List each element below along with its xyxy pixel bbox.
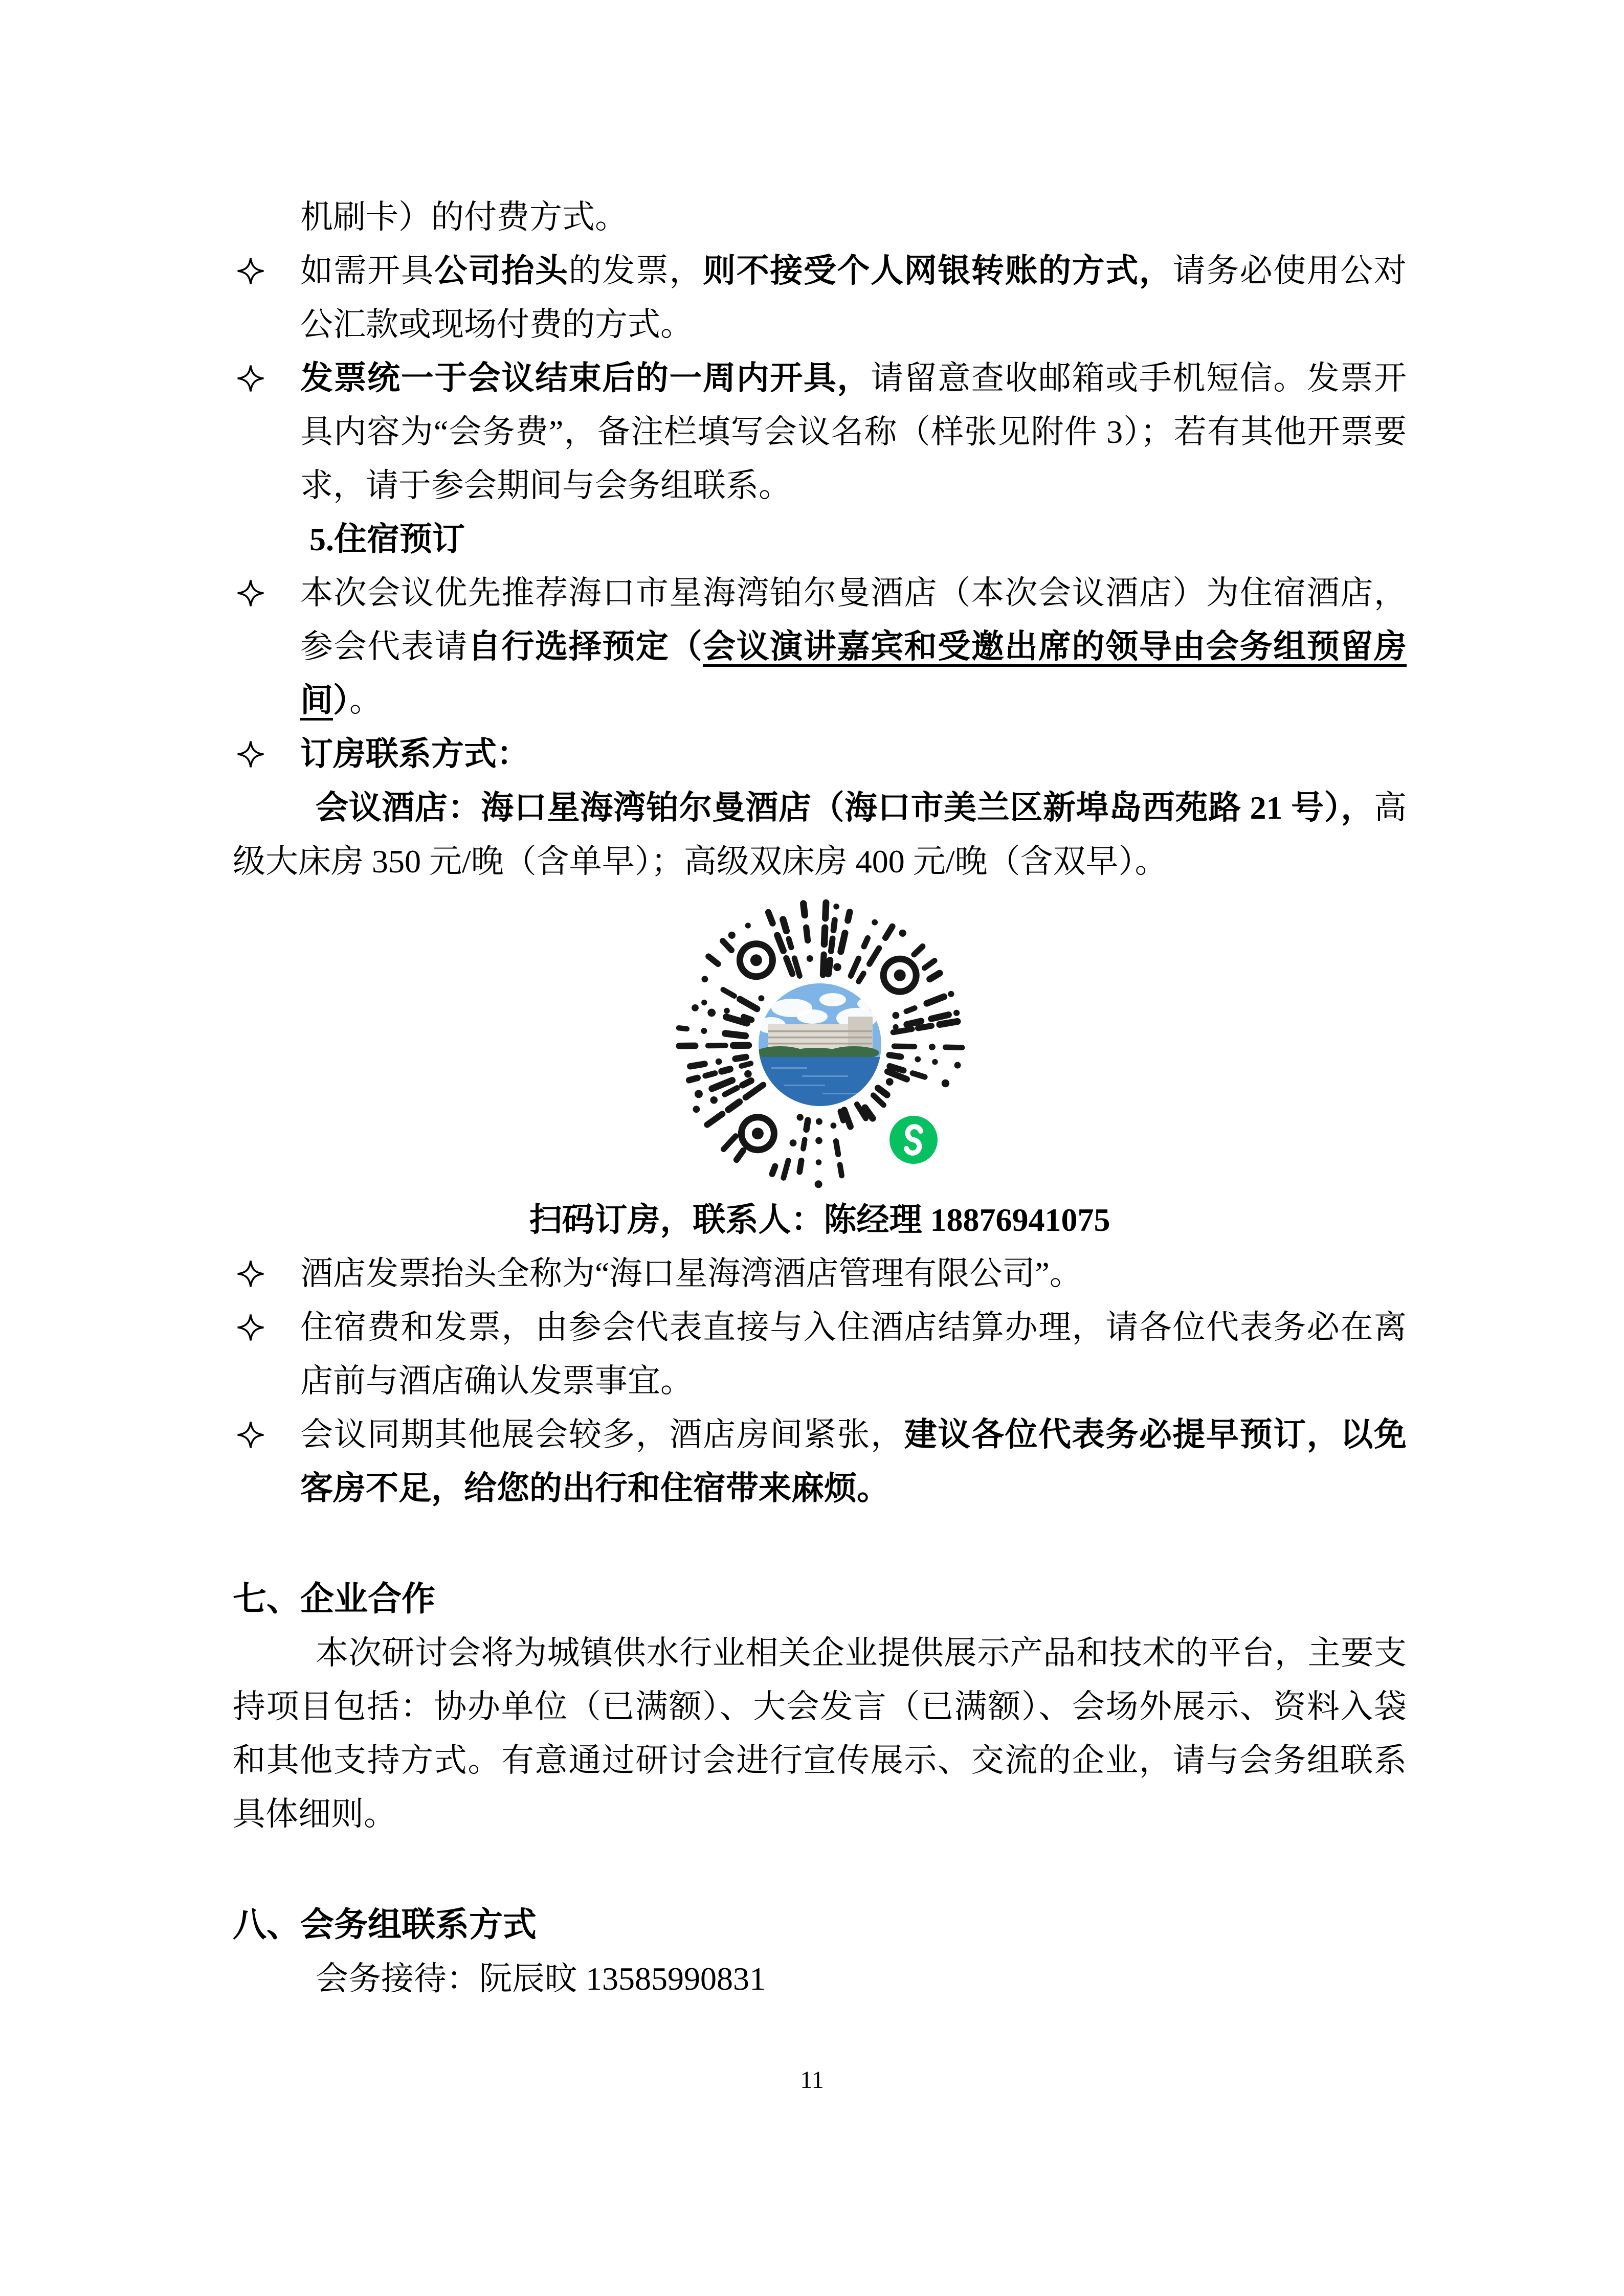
bullet-star-icon: [236, 256, 265, 286]
bullet-star-icon: [236, 1420, 265, 1450]
text-segment: 本次研讨会将为城镇供水行业相关企业提供展示产品和技术的平台，主要支持项目包括：协办单位（已满额）、大会发言（已满额）、会场外展示、资料入袋和其他支持方式。有意通过研讨会进行宣传展示、交流的企业，请与会务组联系具体细则。: [233, 1635, 1407, 1832]
four-pointed-star-icon: [236, 578, 265, 608]
four-pointed-star-icon: [236, 364, 265, 393]
four-pointed-star-icon: [236, 1420, 265, 1450]
bullet-star-icon: [236, 578, 265, 608]
text-segment: ）: [333, 682, 349, 718]
text-segment: 扫码订房，联系人：陈经理 18876941075: [529, 1202, 1110, 1238]
bullet-item: [233, 566, 1407, 727]
four-pointed-star-icon: [236, 256, 265, 286]
text-segment: 。: [349, 682, 382, 718]
four-pointed-star-icon: [236, 1313, 265, 1342]
qr-code-image: [672, 896, 968, 1193]
qr-caption: [233, 1193, 1407, 1247]
text-segment: 自行选择预定（: [468, 628, 703, 665]
four-pointed-star-icon: [236, 1259, 265, 1289]
text-segment: 会议酒店：海口星海湾铂尔曼酒店（海口市美兰区新埠岛西苑路 21 号），: [316, 790, 1374, 826]
wechat-miniprogram-logo-icon: [889, 1116, 938, 1164]
text-segment: 会议同期其他展会较多，酒店房间紧张，: [300, 1416, 904, 1453]
hotel-photo: [755, 983, 881, 1106]
paragraph: [233, 1952, 1407, 2006]
text-segment: 如需开具: [300, 253, 435, 289]
text-segment: 则不接受个人网银转账的方式，: [703, 253, 1173, 289]
text-segment: 七、企业合作: [233, 1581, 435, 1618]
text-segment: 请务必使用公对公汇款或现场付费的方式。: [300, 253, 1407, 343]
bullet-item: [233, 1300, 1407, 1408]
text-segment: 请留意查收邮箱或手机短信。发票开具内容为“会务费”，备注栏填写会议名称（样张见附件 3）；若有其他开票要求，请于参会期间与会务组联系。: [300, 360, 1407, 504]
text-segment: 会议演讲嘉宾和受邀出席的领导由会务组预留房间: [300, 628, 1407, 718]
section-heading: [233, 1898, 1407, 1952]
text-segment: 订房联系方式：: [300, 736, 529, 772]
bullet-star-icon: [236, 364, 265, 393]
bullet-item: [233, 244, 1407, 351]
paragraph: [233, 781, 1407, 888]
bullet-item: [233, 351, 1407, 512]
bullet-item: [233, 727, 1407, 781]
text-segment: 公司抬头: [434, 253, 569, 289]
bullet-star-icon: [236, 1259, 265, 1289]
text-segment: 酒店发票抬头全称为“海口星海湾酒店管理有限公司”。: [300, 1255, 1082, 1292]
subsection-heading: [233, 512, 1407, 566]
document-content: [233, 190, 1407, 2006]
page-number: 11: [800, 2066, 824, 2094]
text-segment: 机刷卡）的付费方式。: [300, 199, 628, 235]
text-segment: 本次会议优先推荐海口市星海湾铂尔曼酒店（本次会议酒店）为住宿酒店，参会代表请: [300, 575, 1407, 665]
paragraph-continuation: [233, 190, 1407, 244]
paragraph: [233, 1626, 1407, 1841]
section-heading: [233, 1572, 1407, 1626]
bullet-star-icon: [236, 1313, 265, 1342]
text-segment: 高级大床房 350 元/晚（含单早）；高级双床房 400 元/晚（含双早）。: [233, 790, 1407, 880]
text-segment: 发票统一于会议结束后的一周内开具，: [300, 360, 871, 396]
text-segment: 住宿费和发票，由参会代表直接与入住酒店结算办理，请各位代表务必在离店前与酒店确认发票事宜。: [300, 1309, 1407, 1399]
text-segment: 会务接待：阮辰旼 13585990831: [316, 1961, 766, 1997]
bullet-star-icon: [236, 739, 265, 769]
text-segment: 八、会务组联系方式: [233, 1906, 537, 1944]
bullet-item: [233, 1408, 1407, 1515]
text-segment: 的发票，: [568, 253, 703, 289]
text-segment: 建议各位代表务必提早预订，以免客房不足，给您的出行和住宿带来麻烦。: [300, 1416, 1407, 1506]
four-pointed-star-icon: [236, 739, 265, 769]
text-segment: 5.住宿预订: [309, 521, 465, 557]
bullet-item: [233, 1247, 1407, 1300]
qr-code: [672, 896, 968, 1193]
